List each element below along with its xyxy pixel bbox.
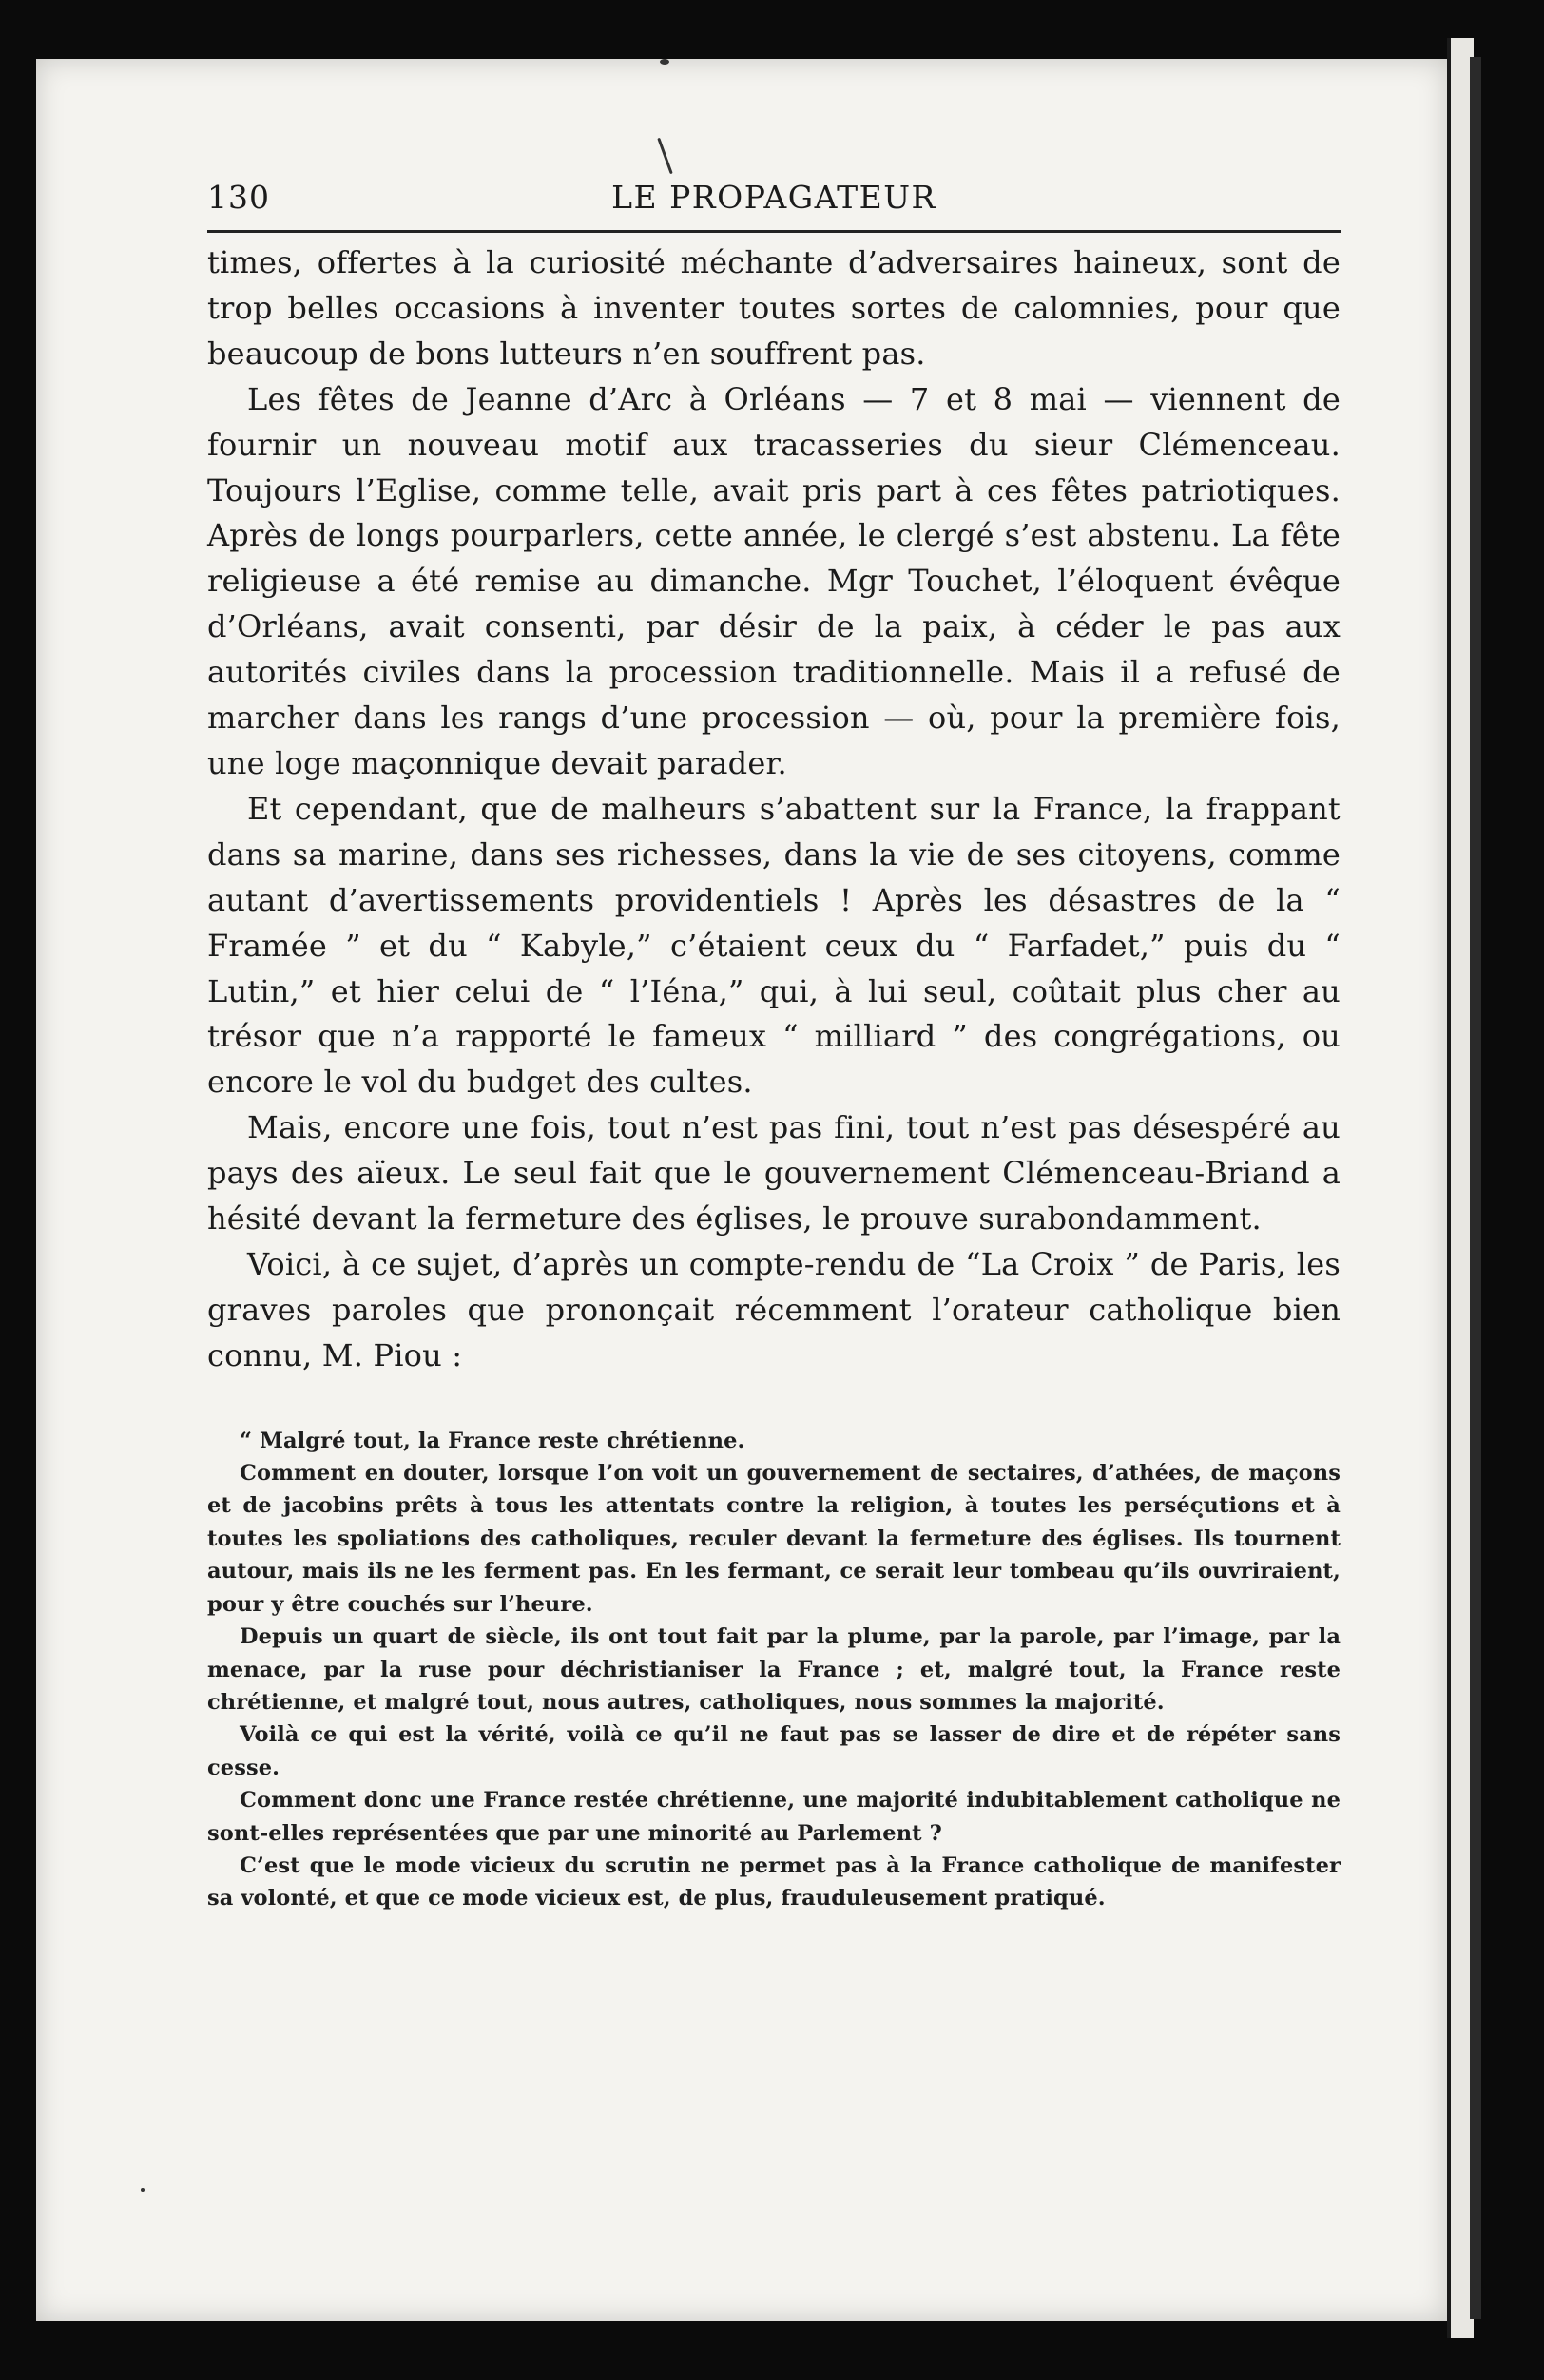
- quote-paragraph: Depuis un quart de siècle, ils ont tout fait par la plume, par la parole, par l’image, par la menace, par la ruse pour déchristianiser la France ; et, malgré tout, la France reste chrétienne, et malgré tout, nous autres, catholiques, nous sommes la majorité.: [207, 1624, 1341, 1715]
- dust-speck: [660, 59, 669, 65]
- running-title: LE PROPAGATEUR: [611, 179, 936, 216]
- binding-shadow: [1470, 57, 1481, 2319]
- paragraph: times, offertes à la curiosité méchante d’adversaires haineux, sont de trop belles occasions à inventer toutes sortes de calomnies, pour que beaucoup de bons lutteurs n’en souffrent pas.: [207, 244, 1341, 372]
- page-content: [207, 171, 1341, 1915]
- paragraph: Mais, encore une fois, tout n’est pas fini, tout n’est pas désespéré au pays des aïeux. Le seul fait que le gouvernement Clémenceau-Briand a hésité devant la fermeture des églises, le prouve surabondamment.: [207, 1109, 1341, 1238]
- page-header: [207, 171, 1341, 224]
- quotation-block: [207, 1425, 1341, 1915]
- page-number: 130: [207, 179, 270, 216]
- quote-paragraph: C’est que le mode vicieux du scrutin ne permet pas à la France catholique de manifester sa volonté, et que ce mode vicieux est, de plus, frauduleusement pratiqué.: [207, 1852, 1341, 1911]
- quote-paragraph: Comment donc une France restée chrétienne, une majorité indubitablement catholique ne sont-elles représentées que par une minorité au Parlement ?: [207, 1788, 1341, 1846]
- header-rule: [207, 230, 1341, 233]
- paragraph: Voici, à ce sujet, d’après un compte-rendu de “La Croix ” de Paris, les graves paroles que prononçait récemment l’orateur catholique bien connu, M. Piou :: [207, 1245, 1341, 1373]
- dust-speck: [141, 2188, 145, 2192]
- paragraph: Et cependant, que de malheurs s’abattent sur la France, la frappant dans sa marine, dans ses richesses, dans la vie de ses citoyens, comme autant d’avertissements providentiels ! Après les désastres de la “ Framée ” et du “ Kabyle,” c’étaient ceux du “ Farfadet,” puis du “ Lutin,” et hier celui de “ l’Iéna,” qui, à lui seul, coûtait plus cher au trésor que n’a rapporté le fameux “ milliard ” des congrégations, ou encore le vol du budget des cultes.: [207, 790, 1341, 1101]
- quote-paragraph: “ Malgré tout, la France reste chrétienne.: [240, 1428, 745, 1453]
- quote-paragraph: Voilà ce qui est la vérité, voilà ce qu’il ne faut pas se lasser de dire et de répéter sans cesse.: [207, 1722, 1341, 1780]
- body-text: [207, 240, 1341, 1379]
- paragraph: Les fêtes de Jeanne d’Arc à Orléans — 7 et 8 mai — viennent de fournir un nouveau motif aux tracasseries du sieur Clémenceau. Toujours l’Eglise, comme telle, avait pris part à ces fêtes patriotiques. Après de longs pourparlers, cette année, le clergé s’est abstenu. La fête religieuse a été remise au dimanche. Mgr Touchet, l’éloquent évêque d’Orléans, avait consenti, par désir de la paix, à céder le pas aux autorités civiles dans la procession traditionnelle. Mais il a refusé de marcher dans les rangs d’une procession — où, pour la première fois, une loge maçonnique devait parader.: [207, 380, 1341, 781]
- dust-speck: [657, 138, 672, 175]
- quote-paragraph: Comment en douter, lorsque l’on voit un gouvernement de sectaires, d’athées, de maçons et de jacobins prêts à tous les attentats contre la religion, à toutes les persécutions et à toutes les spoliations des catholiques, reculer devant la fermeture des églises. Ils tournent autour, mais ils ne les ferment pas. En les fermant, ce serait leur tombeau qu’ils ouvriraient, pour y être couchés sur l’heure.: [207, 1461, 1341, 1617]
